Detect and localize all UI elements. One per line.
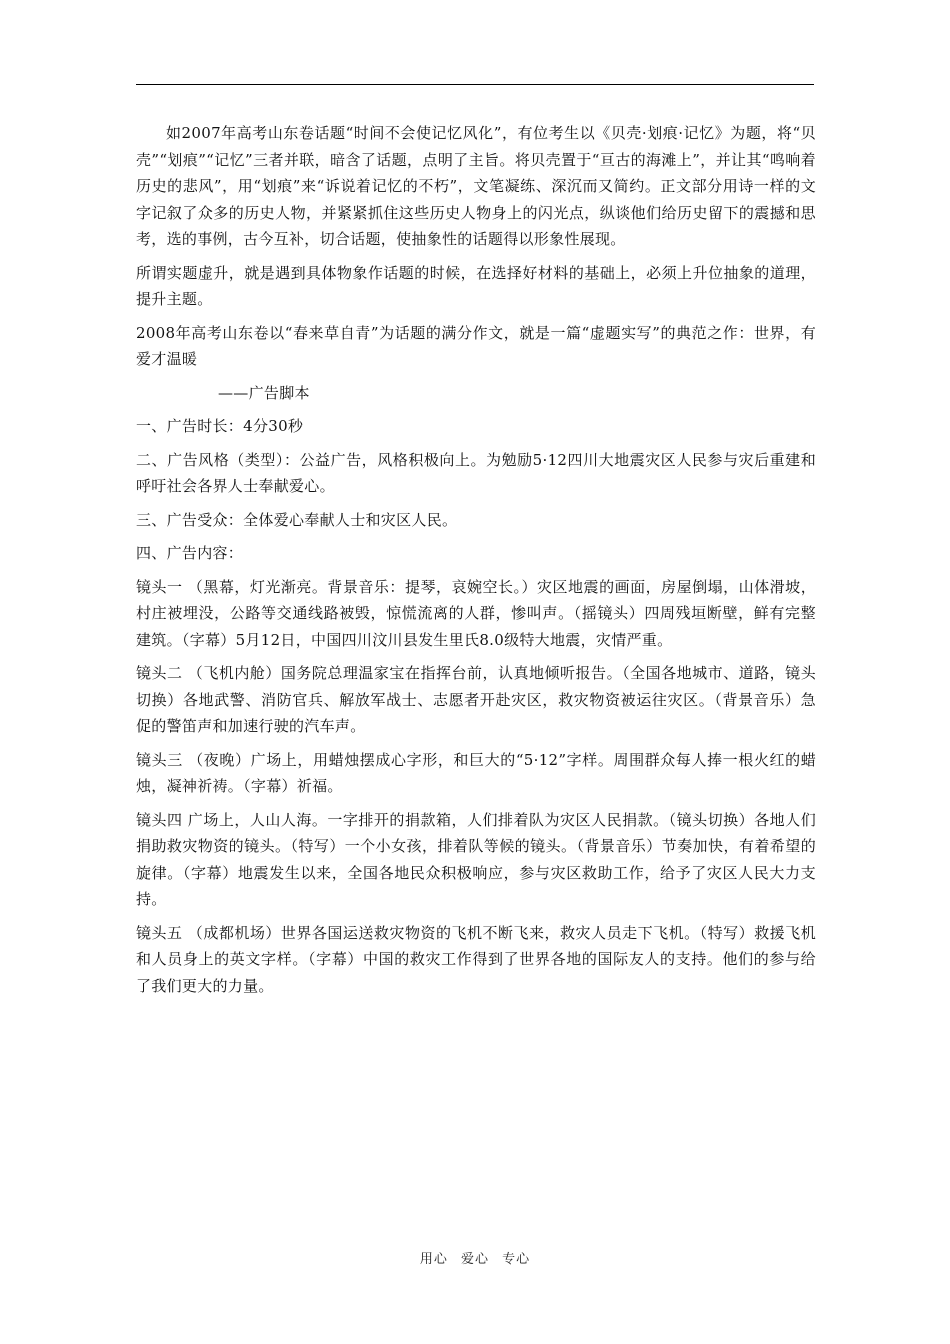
shot-three: 镜头三 （夜晚）广场上，用蜡烛摆成心字形，和巨大的“5·12”字样。周围群众每人捧一根火红的蜡烛，凝神祈祷。（字幕）祈福。 [136,750,816,795]
shot-four: 镜头四 广场上，人山人海。一字排开的捐款箱，人们排着队为灾区人民捐款。（镜头切换）各地人们捐助救灾物资的镜头。（特写）一个小女孩，排着队等候的镜头。（背景音乐）节奏加快，有着希望的旋律。（字幕）地震发生以来，全国各地民众积极响应，参与灾区救助工作，给予了灾区人民大力支持。 [136,810,816,908]
paragraph-shi-ti-xu-sheng: 所谓实题虚升，就是遇到具体物象作话题的时候，在选择好材料的基础上，必须上升位抽象的道理，提升主题。 [136,263,816,308]
paragraph-2008-example: 2008年高考山东卷以“春来草自青”为话题的满分作文，就是一篇“虚题实写”的典范之作：世界，有爱才温暖 [136,323,816,368]
document-body [136,120,816,1006]
page-footer: 用心 爱心 专心 [419,1252,531,1267]
shot-five: 镜头五 （成都机场）世界各国运送救灾物资的飞机不断飞来，救灾人员走下飞机。（特写）救援飞机和人员身上的英文字样。（字幕）中国的救灾工作得到了世界各地的国际友人的支持。他们的参与给了我们更大的力量。 [136,923,816,995]
ad-audience: 三、广告受众：全体爱心奉献人士和灾区人民。 [136,510,458,529]
script-subtitle: ——广告脚本 [218,383,310,402]
ad-style: 二、广告风格（类型）：公益广告，风格积极向上。为勉励5·12四川大地震灾区人民参与灾后重建和呼吁社会各界人士奉献爱心。 [136,450,816,495]
shot-two: 镜头二 （飞机内舱）国务院总理温家宝在指挥台前，认真地倾听报告。（全国各地城市、道路，镜头切换）各地武警、消防官兵、解放军战士、志愿者开赴灾区，救灾物资被运往灾区。（背景音乐）急促的警笛声和加速行驶的汽车声。 [136,664,816,735]
header-rule [136,84,814,85]
paragraph-intro-example: 如2007年高考山东卷话题“时间不会使记忆风化”，有位考生以《贝壳·划痕·记忆》为题，将“贝壳”“划痕”“记忆”三者并联，暗含了话题，点明了主旨。将贝壳置于“亘古的海滩上”，并让其“鸣响着历史的悲风”，用“划痕”来“诉说着记忆的不朽”，文笔凝练、深沉而又简约。正文部分用诗一样的文字记叙了众多的历史人物，并紧紧抓住这些历史人物身上的闪光点，纵谈他们给历史留下的震撼和思考，选的事例，古今互补，切合话题，使抽象性的话题得以形象性展现。 [136,124,816,248]
ad-content-heading: 四、广告内容： [136,544,244,562]
ad-duration: 一、广告时长：4分30秒 [136,417,304,435]
shot-one: 镜头一 （黑幕，灯光渐亮。背景音乐：提琴，哀婉空长。）灾区地震的画面，房屋倒塌，山体滑坡，村庄被埋没，公路等交通线路被毁，惊慌流离的人群，惨叫声。（摇镜头）四周残垣断壁，鲜有完整建筑。（字幕）5月12日，中国四川汶川县发生里氏8.0级特大地震，灾情严重。 [136,577,816,649]
